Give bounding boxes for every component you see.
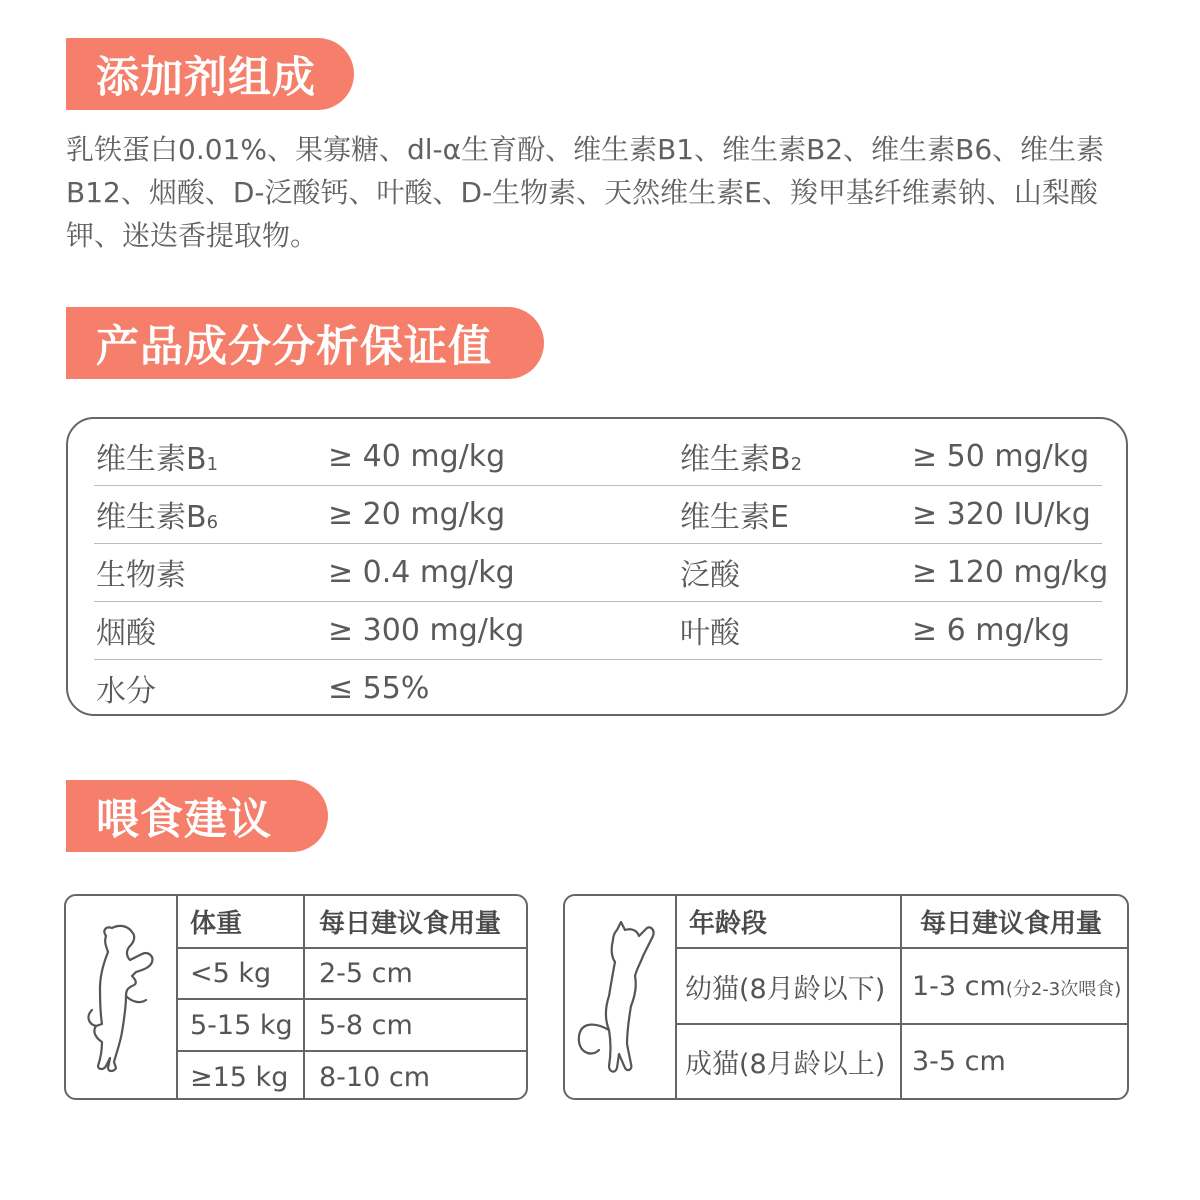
- additives-text: 乳铁蛋白0.01%、果寡糖、dl-α生育酚、维生素B1、维生素B2、维生素B6、维生素B12、烟酸、D-泛酸钙、叶酸、D-生物素、天然维生素E、羧甲基纤维素钠、山梨酸钾、迷迭香提取物。: [66, 133, 1105, 252]
- nutrient-name: 叶酸: [680, 616, 740, 651]
- nutrient-name: 维生素$B_2$: [680, 442, 803, 477]
- nutrient-value: ≥ 120 mg/kg: [912, 554, 1109, 590]
- analysis-heading: [66, 307, 544, 379]
- nutrient-name: 维生素$B_6$: [96, 500, 219, 535]
- table-row: [176, 999, 526, 1051]
- amount-note: (分2-3次喂食): [1005, 978, 1122, 1000]
- nutrient-value: ≥ 0.4 mg/kg: [328, 554, 515, 590]
- analysis-title: 产品成分分析保证值: [96, 321, 492, 372]
- weight-table: [176, 896, 526, 1100]
- additives-heading: [66, 38, 354, 110]
- additives-title: 添加剂组成: [96, 52, 316, 103]
- nutrient-value: ≥ 20 mg/kg: [328, 496, 506, 532]
- nutrient-name: 维生素E: [680, 500, 789, 535]
- amount-cell: 2-5 cm: [304, 948, 526, 999]
- nutrient-value: ≥ 50 mg/kg: [912, 438, 1090, 474]
- nutrient-name: 泛酸: [680, 558, 740, 593]
- weight-cell: ≥15 kg: [176, 1051, 304, 1100]
- weight-cell: <5 kg: [176, 948, 304, 999]
- nutrient-name: 烟酸: [96, 616, 156, 651]
- nutrient-name: 生物素: [96, 558, 186, 593]
- analysis-row: [94, 485, 1102, 544]
- table-row: [176, 948, 526, 999]
- age-table: [675, 896, 1127, 1098]
- amount-cell: 5-8 cm: [304, 999, 526, 1051]
- age-header: 年龄段: [675, 896, 901, 948]
- amount-cell: 8-10 cm: [319, 1061, 431, 1093]
- amount-header: 每日建议食用量: [304, 896, 526, 948]
- analysis-row: [94, 427, 1102, 486]
- table-row: [176, 1051, 526, 1100]
- nutrient-value: ≥ 300 mg/kg: [328, 612, 525, 648]
- table-header-row: [675, 896, 1127, 948]
- dog-outline-icon: [66, 896, 178, 1098]
- cat-outline-icon: [565, 896, 677, 1098]
- amount-header: 每日建议食用量: [901, 896, 1127, 948]
- analysis-row: [94, 543, 1109, 602]
- nutrient-name: 维生素$B_1$: [96, 442, 219, 477]
- analysis-row: [94, 601, 1102, 660]
- weight-cell: 5-15 kg: [176, 999, 304, 1051]
- weight-feeding-table: [64, 894, 528, 1100]
- feeding-heading: [66, 780, 328, 852]
- weight-header: 体重: [176, 896, 304, 948]
- feeding-title: 喂食建议: [96, 794, 272, 845]
- nutrient-value: ≥ 40 mg/kg: [328, 438, 506, 474]
- nutrient-value: ≥ 6 mg/kg: [912, 612, 1071, 648]
- analysis-table: [66, 417, 1128, 716]
- nutrient-value: ≤ 55%: [328, 670, 430, 706]
- amount-cell: 3-5 cm: [912, 1046, 1006, 1077]
- amount-cell: 1-3 cm(分2-3次喂食): [901, 948, 1127, 1024]
- nutrient-value: ≥ 320 IU/kg: [912, 496, 1091, 532]
- analysis-row: [94, 659, 1102, 717]
- table-header-row: [176, 896, 526, 948]
- age-cell: 幼猫(8月龄以下): [675, 948, 901, 1024]
- age-feeding-table: [563, 894, 1129, 1100]
- table-row: [675, 948, 1127, 1024]
- age-cell: 成猫(8月龄以上): [675, 1024, 901, 1098]
- table-row: [675, 1024, 1127, 1098]
- nutrient-name: 水分: [96, 674, 156, 709]
